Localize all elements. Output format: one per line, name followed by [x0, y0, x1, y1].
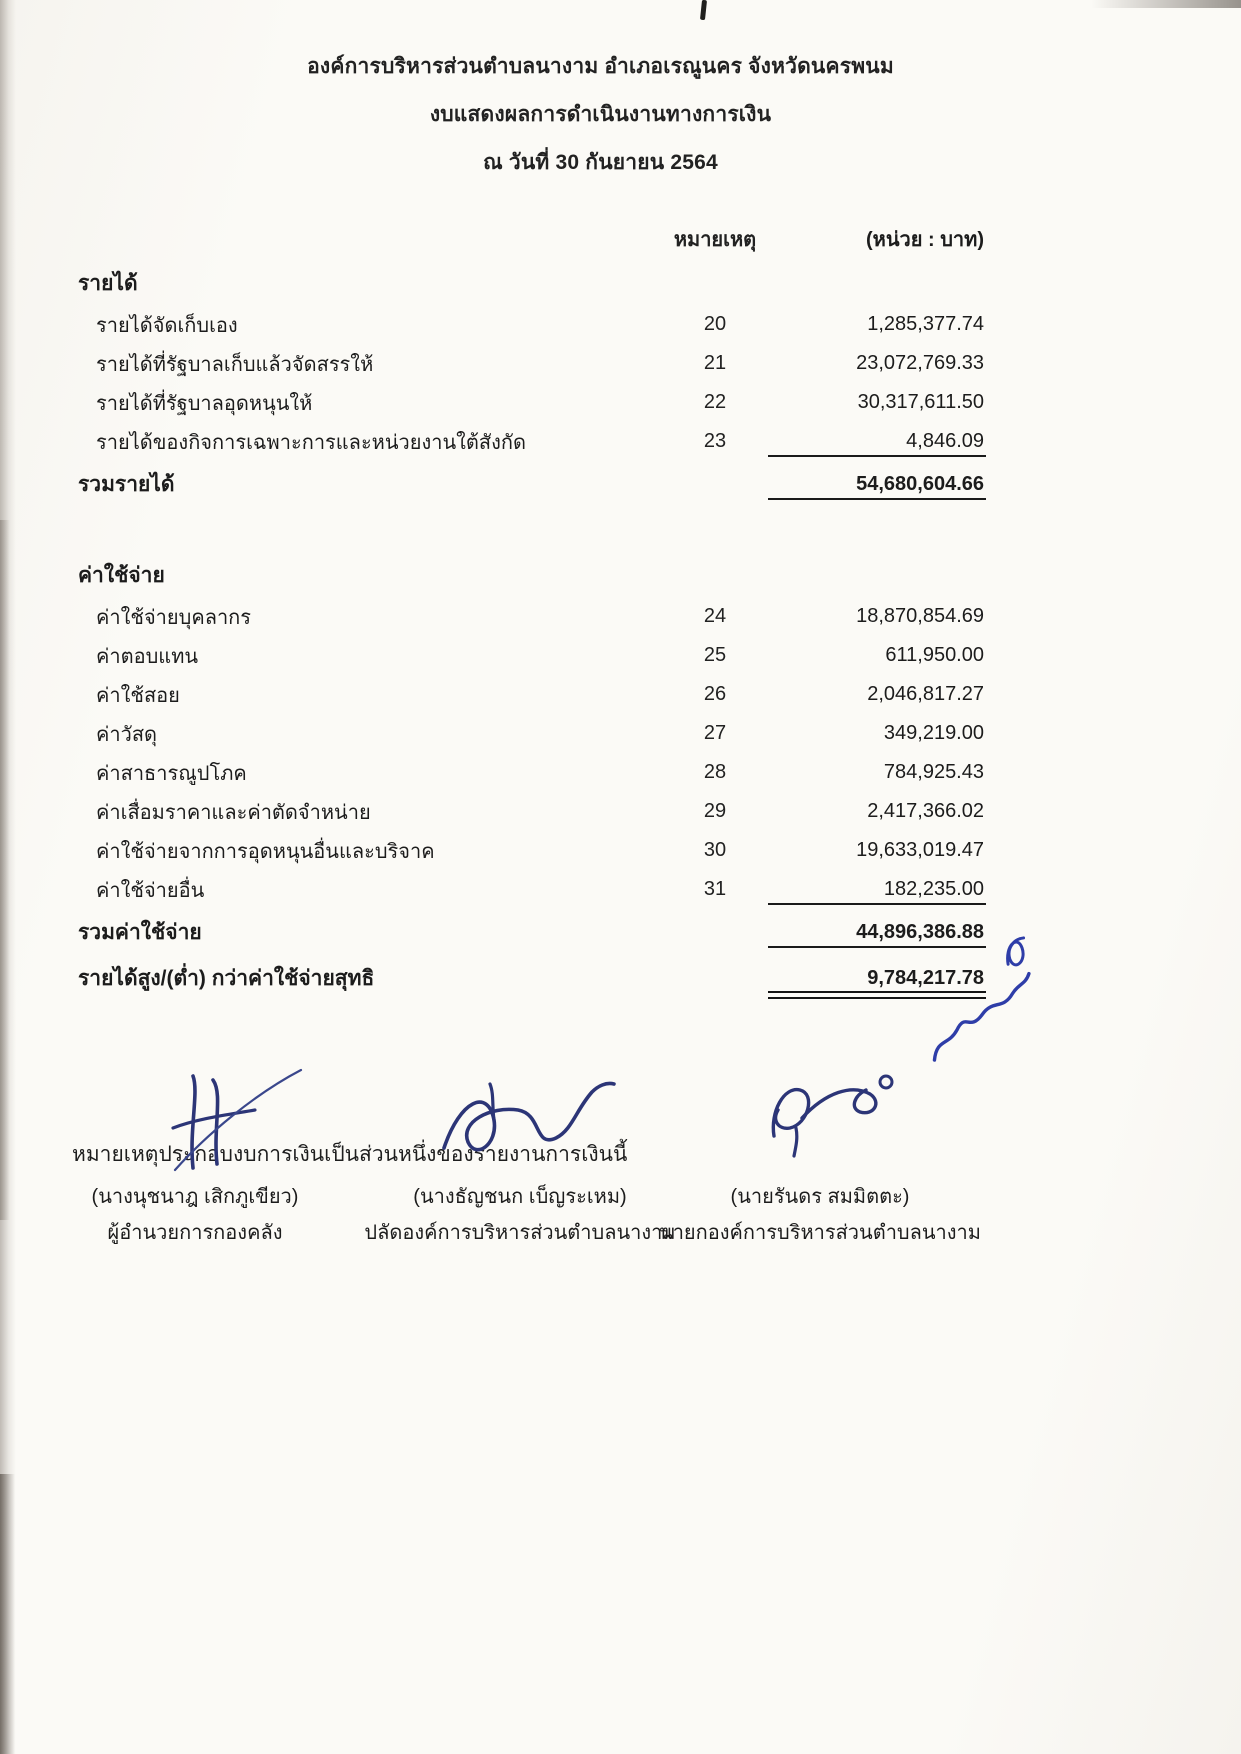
net-amount: 9,784,217.78	[774, 967, 986, 990]
row-amount: 182,235.00	[774, 878, 986, 901]
signature-section	[0, 1058, 1241, 1278]
row-note: 31	[703, 878, 727, 900]
total-label: รวมรายได้	[78, 472, 175, 496]
signatory-name: (นางธัญชนก เบ็ญระเหม)	[413, 1186, 627, 1208]
scan-shadow-top-right	[1091, 0, 1241, 8]
row-note: 28	[703, 761, 727, 783]
row-note: 25	[703, 644, 727, 666]
row-note: 24	[703, 605, 727, 627]
table-row	[78, 675, 986, 714]
row-note: 26	[703, 683, 727, 705]
row-amount: 2,417,366.02	[867, 800, 984, 822]
row-amount: 4,846.09	[774, 430, 986, 453]
row-amount: 2,046,817.27	[867, 683, 984, 705]
signatory-block	[60, 1058, 330, 1278]
row-label: ค่าใช้จ่ายบุคลากร	[96, 606, 252, 629]
statement-date: ณ วันที่ 30 กันยายน 2564	[483, 151, 718, 174]
row-note: 22	[703, 391, 727, 413]
footnote: หมายเหตุประกอบงบการเงินเป็นส่วนหนึ่งของรายงานการเงินนี้	[72, 1143, 628, 1166]
row-note: 20	[703, 313, 727, 335]
row-label: ค่าตอบแทน	[96, 645, 199, 668]
row-label: ค่าเสื่อมราคาและค่าตัดจำหน่าย	[96, 801, 371, 824]
table-row	[78, 870, 986, 909]
total-amount: 44,896,386.88	[774, 921, 986, 944]
organization-title: องค์การบริหารส่วนตำบลนางาม อำเภอเรณูนคร จังหวัดนครพนม	[307, 55, 894, 78]
row-note: 30	[703, 839, 727, 861]
row-amount: 30,317,611.50	[857, 391, 984, 413]
row-note: 29	[703, 800, 727, 822]
signature-ink	[155, 1068, 305, 1173]
row-amount: 611,950.00	[885, 644, 984, 666]
table-row	[78, 714, 986, 753]
table-row	[78, 597, 986, 636]
section-label: รายได้	[78, 271, 138, 295]
financial-table	[78, 213, 986, 1001]
row-note: 27	[703, 722, 727, 744]
net-result-row	[78, 955, 986, 1001]
row-label: ค่าใช้จ่ายจากการอุดหนุนอื่นและบริจาค	[96, 840, 435, 863]
scan-shadow-left-bottom	[0, 1474, 15, 1754]
net-label: รายได้สูง/(ต่ำ) กว่าค่าใช้จ่ายสุทธิ	[78, 966, 375, 990]
table-row	[78, 636, 986, 675]
table-row	[78, 344, 986, 383]
signatory-name: (นางนุชนาฎ เสิกภูเขียว)	[91, 1186, 299, 1208]
signatory-block	[655, 1058, 985, 1278]
row-amount: 19,633,019.47	[856, 839, 984, 861]
signature-ink	[430, 1070, 620, 1170]
unit-column-header: (หน่วย : บาท)	[865, 229, 984, 251]
signature-ink	[750, 1066, 910, 1161]
row-label: รายได้จัดเก็บเอง	[96, 314, 238, 337]
row-amount: 23,072,769.33	[856, 352, 984, 374]
signatory-title: ปลัดองค์การบริหารส่วนตำบลนางาม	[364, 1222, 676, 1244]
revenue-section-header	[78, 261, 986, 305]
section-label: ค่าใช้จ่าย	[78, 563, 165, 587]
row-label: ค่าใช้สอย	[96, 684, 180, 707]
signatory-name: (นายรันดร สมมิตตะ)	[730, 1186, 910, 1208]
expenses-section-header	[78, 553, 986, 597]
revenue-total-row	[78, 461, 986, 507]
table-row	[78, 831, 986, 870]
row-note: 21	[703, 352, 727, 374]
table-row	[78, 305, 986, 344]
row-label: ค่าสาธารณูปโภค	[96, 762, 247, 785]
row-label: รายได้ที่รัฐบาลเก็บแล้วจัดสรรให้	[96, 353, 374, 376]
table-row	[78, 753, 986, 792]
row-amount: 784,925.43	[883, 761, 984, 783]
row-amount: 1,285,377.74	[867, 313, 984, 335]
signatory-title: ผู้อำนวยการกองคลัง	[107, 1222, 283, 1244]
note-column-header: หมายเหตุ	[673, 229, 757, 251]
row-amount: 18,870,854.69	[856, 605, 984, 627]
row-note: 23	[703, 430, 727, 452]
statement-title: งบแสดงผลการดำเนินงานทางการเงิน	[429, 103, 772, 126]
table-row	[78, 383, 986, 422]
total-amount: 54,680,604.66	[774, 473, 986, 496]
expenses-total-row	[78, 909, 986, 955]
row-label: รายได้ของกิจการเฉพาะการและหน่วยงานใต้สังกัด	[96, 431, 526, 454]
table-row	[78, 422, 986, 461]
signatory-block	[355, 1058, 685, 1278]
table-row	[78, 792, 986, 831]
scan-artifact-mark	[700, 0, 707, 20]
section-spacer	[78, 507, 986, 553]
row-amount: 349,219.00	[883, 722, 984, 744]
row-label: ค่าวัสดุ	[96, 723, 158, 746]
total-label: รวมค่าใช้จ่าย	[78, 920, 202, 944]
column-header-row	[78, 213, 986, 261]
document-header	[0, 50, 1201, 194]
row-label: ค่าใช้จ่ายอื่น	[96, 879, 205, 902]
signatory-title: นายกองค์การบริหารส่วนตำบลนางาม	[659, 1222, 981, 1244]
row-label: รายได้ที่รัฐบาลอุดหนุนให้	[96, 392, 313, 415]
